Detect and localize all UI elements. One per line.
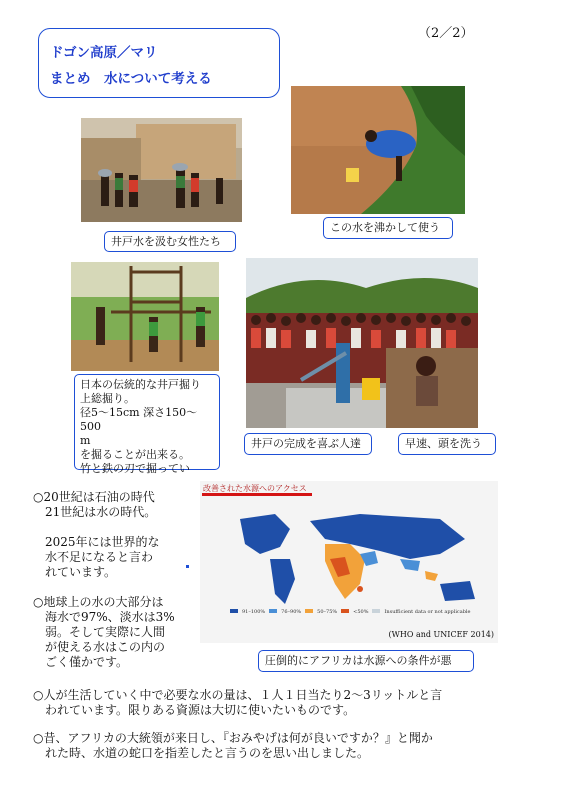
legend-label: 50–75% (317, 609, 338, 615)
text-line: われています。限りある資源は大切に使いたいものです。 (33, 703, 356, 717)
text-line: 海水で97%、淡水は3% (33, 610, 175, 624)
well-digging-line: 竹と鉄の刃で掘ってい (80, 462, 190, 475)
bubble-well-women: 井戸水を汲む女性たち (104, 231, 236, 252)
legend-swatch (230, 609, 238, 613)
text-line: 2025年には世界的な (33, 535, 160, 549)
text-line: ○20世紀は石油の時代 (33, 490, 155, 504)
legend-swatch (305, 609, 313, 613)
legend-swatch (372, 609, 380, 613)
water-access-map (200, 481, 498, 643)
text-line: れた時、水道の蛇口を指差したと言うのを思い出しました。 (33, 746, 370, 760)
text-line: ○地球上の水の大部分は (33, 595, 164, 609)
photo-well-digging (71, 262, 219, 371)
bubble-well-complete: 井戸の完成を喜ぶ人達 (244, 433, 372, 455)
text-line: れています。 (33, 565, 117, 579)
paragraph-earth-water (33, 595, 193, 670)
map-title-underline (202, 493, 312, 496)
photo-woman-at-river (291, 86, 465, 214)
legend-swatch (269, 609, 277, 613)
paragraph-water-century (33, 490, 183, 580)
bullet-dot (186, 565, 189, 568)
legend-label: Insufficient data or not applicable (384, 609, 471, 615)
world-map-graphic (200, 499, 498, 624)
title-box (38, 28, 280, 98)
text-line: 弱。そして実際に人間 (33, 625, 166, 639)
bubble-boil-water: この水を沸かして使う (323, 217, 453, 239)
well-digging-line: 上総掘り。 (80, 392, 135, 405)
text-line: が使える水はこの内の (33, 640, 166, 654)
text-line: 21世紀は水の時代。 (33, 505, 157, 519)
bubble-africa-water: 圧倒的にアフリカは水源への条件が悪 (258, 650, 474, 672)
text-line: ごく僅かです。 (33, 655, 129, 669)
legend-swatch (341, 609, 349, 613)
page-title: ドゴン高原／マリ (50, 45, 158, 61)
map-source: (WHO and UNICEF 2014) (388, 630, 494, 639)
map-title: 改善された水源へのアクセス (203, 484, 307, 493)
text-line: ○昔、アフリカの大統領が来日し、『おみやげは何が良いですか？』と聞か (33, 731, 433, 745)
legend-label: <50% (353, 609, 369, 615)
map-legend (230, 609, 470, 615)
bubble-wash-head: 早速、頭を洗う (398, 433, 496, 455)
well-digging-line: 径5～15cm 深さ150～500 (80, 406, 198, 433)
well-digging-line: m (80, 434, 91, 447)
text-line (33, 520, 183, 535)
photo-crowd-at-pump (246, 258, 478, 428)
legend-label: 91–100% (242, 609, 266, 615)
well-digging-line: 日本の伝統的な井戸掘り (80, 378, 201, 391)
text-line: 水不足になると言わ (33, 550, 154, 564)
photo-women-at-well (81, 118, 242, 222)
text-line: ○人が生活していく中で必要な水の量は、１人１日当たり2～3リットルと言 (33, 688, 443, 702)
well-digging-line: を掘ることが出来る。 (80, 448, 190, 461)
bubble-well-digging (74, 374, 220, 475)
page-number: （2／2） (418, 26, 474, 41)
page-subtitle: まとめ 水について考える (50, 71, 212, 87)
paragraph-daily-water (33, 688, 558, 718)
legend-label: 76–90% (281, 609, 302, 615)
paragraph-president-anecdote (33, 731, 558, 761)
